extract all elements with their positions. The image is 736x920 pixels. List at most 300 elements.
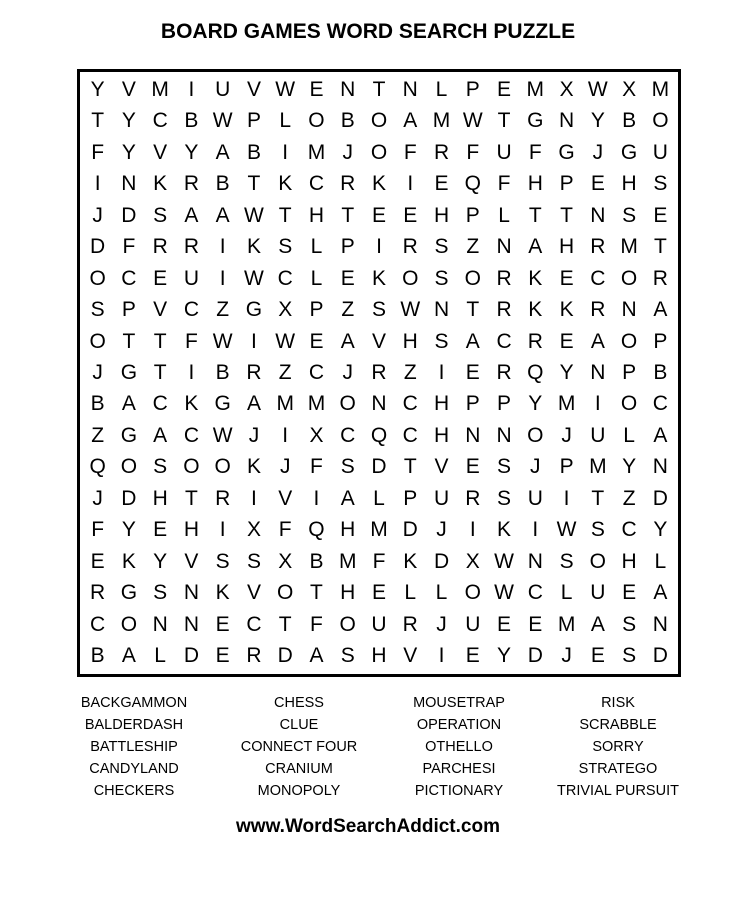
grid-cell: E — [559, 329, 574, 353]
grid-cell: M — [526, 77, 545, 101]
grid-cell: T — [528, 203, 542, 227]
grid-cell: T — [153, 329, 167, 353]
grid-cell: Z — [622, 486, 636, 510]
grid-cell: Q — [370, 423, 388, 447]
grid-cell: K — [153, 172, 168, 196]
word-list-item: STRATEGO — [578, 761, 658, 777]
grid-cell: I — [594, 392, 601, 416]
word-list-item: RISK — [601, 695, 635, 711]
grid-cell: S — [497, 455, 512, 479]
word-list-item: MOUSETRAP — [413, 695, 505, 711]
grid-cell: L — [623, 423, 635, 447]
grid-cell: T — [91, 109, 105, 133]
grid-cell: Y — [497, 644, 512, 668]
grid-cell: J — [342, 140, 353, 164]
grid-cell: A — [215, 203, 230, 227]
grid-cell: L — [404, 581, 417, 605]
grid-cell: B — [246, 140, 261, 164]
grid-cell: E — [559, 266, 574, 290]
grid-cell: F — [91, 518, 105, 542]
word-column — [49, 692, 219, 802]
grid-cell: X — [246, 518, 261, 542]
grid-cell: S — [622, 612, 637, 636]
grid-cell: S — [497, 486, 512, 510]
grid-cell: A — [340, 329, 355, 353]
grid-cell: T — [560, 203, 573, 227]
grid-cell: S — [246, 549, 261, 573]
grid-cell: E — [340, 266, 355, 290]
grid-cell: X — [622, 77, 637, 101]
grid-cell: S — [559, 549, 574, 573]
grid-cell: N — [496, 235, 512, 259]
grid-cell: T — [466, 298, 480, 322]
grid-cell: A — [653, 298, 668, 322]
grid-cell: J — [592, 140, 604, 164]
grid-cell: J — [279, 455, 291, 479]
grid-cell: P — [403, 486, 418, 510]
grid-cell: H — [402, 329, 418, 353]
grid-cell: I — [219, 266, 226, 290]
grid-cell: O — [214, 455, 231, 479]
grid-cell: N — [558, 109, 575, 133]
grid-cell: E — [215, 644, 230, 668]
grid-cell: K — [121, 549, 136, 573]
grid-cell: E — [215, 612, 230, 636]
grid-cell: Y — [559, 360, 574, 384]
grid-cell: F — [528, 140, 542, 164]
grid-cell: P — [465, 77, 480, 101]
grid-cell: X — [278, 298, 293, 322]
grid-cell: S — [371, 298, 386, 322]
grid-cell: F — [122, 235, 136, 259]
grid-cell: Y — [184, 140, 199, 164]
grid-cell: E — [371, 203, 386, 227]
grid-cell: R — [402, 235, 418, 259]
grid-cell: J — [248, 423, 260, 447]
grid-cell: I — [469, 518, 476, 542]
grid-cell: C — [402, 392, 418, 416]
grid-cell: N — [652, 612, 668, 636]
grid-cell: K — [528, 266, 543, 290]
grid-cell: K — [371, 266, 386, 290]
grid-cell: O — [620, 329, 638, 353]
grid-cell: M — [432, 109, 451, 133]
grid-cell: F — [278, 518, 292, 542]
grid-cell: K — [278, 172, 293, 196]
grid-cell: C — [183, 298, 199, 322]
grid-cell: Q — [89, 455, 106, 479]
grid-cell: G — [245, 298, 263, 322]
grid-cell: W — [556, 518, 577, 542]
grid-cell: E — [653, 203, 668, 227]
grid-cell: D — [433, 549, 450, 573]
grid-cell: O — [339, 612, 356, 636]
grid-cell: N — [465, 423, 481, 447]
grid-cell: R — [496, 298, 512, 322]
grid-cell: E — [371, 581, 386, 605]
grid-cell: O — [89, 266, 106, 290]
grid-cell: I — [438, 360, 445, 384]
word-list-item: SORRY — [592, 739, 644, 755]
grid-cell: G — [120, 360, 138, 384]
grid-cell: L — [560, 581, 573, 605]
grid-cell: K — [497, 518, 512, 542]
grid-cell: O — [652, 109, 669, 133]
grid-cell: E — [153, 266, 168, 290]
grid-cell: N — [496, 423, 512, 447]
grid-cell: N — [621, 298, 637, 322]
grid-cell: B — [184, 109, 199, 133]
word-list-item: TRIVIAL PURSUIT — [557, 783, 679, 799]
grid-cell: D — [371, 455, 387, 479]
grid-cell: O — [589, 549, 606, 573]
grid-cell: A — [465, 329, 480, 353]
grid-cell: U — [183, 266, 199, 290]
grid-cell: W — [462, 109, 483, 133]
grid-cell: C — [277, 266, 293, 290]
grid-cell: I — [282, 140, 289, 164]
grid-cell: N — [402, 77, 418, 101]
grid-cell: O — [527, 423, 544, 447]
grid-cell: H — [308, 203, 325, 227]
grid-cell: J — [530, 455, 541, 479]
grid-cell: F — [310, 455, 323, 479]
grid-cell: Y — [622, 455, 637, 479]
grid-cell: C — [496, 329, 512, 353]
grid-cell: N — [590, 360, 606, 384]
grid-cell: U — [590, 423, 606, 447]
grid-cell: P — [465, 392, 480, 416]
grid-cell: R — [527, 329, 543, 353]
grid-cell: F — [91, 140, 105, 164]
grid-cell: O — [308, 109, 325, 133]
grid-cell: A — [590, 612, 605, 636]
grid-cell: L — [498, 203, 510, 227]
word-list-item: CLUE — [279, 717, 319, 733]
grid-cell: H — [371, 644, 387, 668]
grid-cell: Z — [466, 235, 480, 259]
word-list-item: BATTLESHIP — [90, 739, 178, 755]
grid-cell: H — [340, 518, 356, 542]
grid-cell: G — [120, 581, 138, 605]
grid-cell: Z — [216, 298, 230, 322]
grid-cell: P — [559, 172, 574, 196]
grid-cell: H — [340, 581, 356, 605]
grid-cell: A — [184, 203, 199, 227]
word-list-item: CANDYLAND — [89, 761, 179, 777]
grid-cell: I — [94, 172, 101, 196]
grid-cell: C — [90, 612, 106, 636]
grid-cell: B — [215, 172, 230, 196]
grid-cell: W — [244, 203, 264, 227]
grid-cell: S — [434, 266, 449, 290]
grid-cell: L — [435, 77, 448, 101]
grid-cell: J — [92, 360, 103, 384]
grid-cell: R — [496, 360, 512, 384]
grid-cell: Z — [278, 360, 292, 384]
grid-cell: D — [652, 644, 668, 668]
grid-cell: V — [153, 298, 168, 322]
grid-cell: E — [497, 77, 512, 101]
grid-cell: A — [121, 644, 136, 668]
grid-cell: T — [122, 329, 136, 353]
grid-cell: M — [557, 612, 576, 636]
grid-cell: C — [246, 612, 262, 636]
grid-cell: A — [653, 581, 668, 605]
grid-cell: D — [652, 486, 668, 510]
grid-cell: B — [340, 109, 355, 133]
grid-cell: O — [370, 109, 388, 133]
word-column — [533, 692, 703, 802]
grid-cell: T — [403, 455, 417, 479]
grid-cell: J — [436, 518, 447, 542]
grid-cell: E — [153, 518, 168, 542]
grid-cell: R — [183, 172, 199, 196]
grid-cell: A — [528, 235, 543, 259]
grid-cell: N — [121, 172, 137, 196]
grid-cell: C — [527, 581, 543, 605]
grid-cell: H — [558, 235, 575, 259]
letter-grid — [77, 69, 681, 677]
grid-cell: O — [183, 455, 200, 479]
grid-cell: J — [342, 360, 353, 384]
grid-cell: T — [278, 612, 292, 636]
grid-cell: S — [153, 455, 168, 479]
grid-cell: P — [497, 392, 512, 416]
grid-cell: S — [434, 329, 449, 353]
word-list-item: MONOPOLY — [257, 783, 341, 799]
grid-cell: V — [121, 77, 136, 101]
grid-cell: W — [244, 266, 264, 290]
grid-cell: P — [121, 298, 136, 322]
grid-cell: K — [246, 235, 261, 259]
grid-cell: M — [338, 549, 357, 573]
grid-cell: G — [620, 140, 638, 164]
grid-cell: G — [558, 140, 575, 164]
grid-cell: C — [152, 392, 168, 416]
grid-cell: V — [403, 644, 418, 668]
grid-cell: G — [120, 423, 138, 447]
grid-cell: K — [215, 581, 230, 605]
grid-cell: N — [527, 549, 543, 573]
grid-cell: S — [278, 235, 293, 259]
grid-cell: R — [496, 266, 512, 290]
grid-cell: B — [90, 392, 105, 416]
grid-cell: A — [246, 392, 261, 416]
grid-cell: U — [590, 581, 606, 605]
grid-cell: I — [376, 235, 382, 259]
grid-cell: S — [153, 203, 168, 227]
grid-cell: C — [621, 518, 637, 542]
grid-cell: E — [309, 329, 324, 353]
word-list-item: CRANIUM — [265, 761, 333, 777]
grid-cell: X — [309, 423, 324, 447]
grid-cell: Y — [653, 518, 668, 542]
grid-cell: M — [589, 455, 607, 479]
grid-cell: Q — [308, 518, 325, 542]
grid-cell: P — [340, 235, 355, 259]
grid-cell: R — [183, 235, 199, 259]
grid-cell: M — [307, 392, 326, 416]
grid-cell: S — [434, 235, 449, 259]
grid-cell: B — [309, 549, 324, 573]
grid-cell: Y — [121, 518, 136, 542]
grid-cell: S — [153, 581, 168, 605]
grid-cell: R — [402, 612, 418, 636]
grid-cell: P — [559, 455, 574, 479]
grid-cell: H — [527, 172, 543, 196]
grid-cell: W — [275, 329, 296, 353]
grid-cell: C — [652, 392, 668, 416]
grid-cell: S — [590, 518, 605, 542]
grid-cell: J — [92, 486, 103, 510]
grid-cell: E — [497, 612, 512, 636]
grid-cell: W — [494, 549, 514, 573]
grid-cell: L — [310, 266, 323, 290]
grid-cell: V — [246, 581, 261, 605]
grid-cell: R — [433, 140, 450, 164]
grid-cell: T — [278, 203, 292, 227]
grid-cell: N — [371, 392, 387, 416]
grid-cell: O — [464, 581, 481, 605]
grid-cell: I — [219, 235, 226, 259]
grid-cell: N — [183, 612, 199, 636]
grid-cell: A — [215, 140, 230, 164]
grid-cell: A — [309, 644, 324, 668]
grid-cell: L — [373, 486, 385, 510]
word-column — [374, 692, 544, 802]
grid-cell: J — [436, 612, 447, 636]
grid-cell: O — [120, 612, 138, 636]
grid-cell: M — [151, 77, 169, 101]
grid-cell: I — [563, 486, 570, 510]
grid-cell: V — [153, 140, 168, 164]
grid-cell: B — [653, 360, 668, 384]
grid-cell: N — [433, 298, 450, 322]
grid-cell: E — [465, 360, 480, 384]
grid-cell: S — [215, 549, 230, 573]
grid-cell: E — [309, 77, 324, 101]
grid-cell: A — [153, 423, 168, 447]
grid-cell: I — [251, 329, 257, 353]
grid-cell: V — [434, 455, 449, 479]
grid-cell: K — [371, 172, 386, 196]
grid-cell: J — [561, 423, 572, 447]
grid-cell: A — [121, 392, 136, 416]
grid-cell: P — [653, 329, 668, 353]
word-list-item: OPERATION — [416, 717, 502, 733]
grid-cell: Y — [153, 549, 168, 573]
grid-cell: A — [403, 109, 418, 133]
grid-cell: E — [465, 455, 480, 479]
grid-cell: Q — [464, 172, 481, 196]
grid-cell: F — [372, 549, 386, 573]
grid-cell: H — [621, 172, 637, 196]
grid-cell: B — [90, 644, 105, 668]
grid-cell: H — [433, 203, 450, 227]
grid-cell: W — [400, 298, 421, 322]
grid-cell: H — [183, 518, 199, 542]
grid-cell: D — [402, 518, 418, 542]
grid-cell: V — [246, 77, 261, 101]
grid-cell: G — [527, 109, 544, 133]
grid-cell: E — [465, 644, 480, 668]
grid-cell: N — [652, 455, 668, 479]
grid-cell: H — [433, 423, 450, 447]
grid-cell: M — [307, 140, 326, 164]
grid-cell: U — [465, 612, 481, 636]
grid-cell: T — [653, 235, 667, 259]
grid-cell: W — [587, 77, 608, 101]
grid-cell: C — [308, 172, 325, 196]
grid-cell: O — [120, 455, 138, 479]
grid-cell: K — [184, 392, 199, 416]
grid-cell: Y — [528, 392, 543, 416]
grid-cell: O — [402, 266, 419, 290]
grid-cell: E — [403, 203, 418, 227]
grid-cell: T — [372, 77, 386, 101]
grid-cell: M — [557, 392, 576, 416]
grid-cell: I — [313, 486, 320, 510]
grid-cell: O — [620, 392, 638, 416]
word-column — [214, 692, 384, 802]
grid-cell: H — [433, 392, 450, 416]
grid-cell: D — [90, 235, 106, 259]
grid-cell: H — [152, 486, 168, 510]
grid-cell: O — [339, 392, 356, 416]
grid-cell: C — [402, 423, 418, 447]
grid-cell: F — [466, 140, 480, 164]
grid-cell: F — [497, 172, 511, 196]
grid-cell: O — [464, 266, 481, 290]
grid-cell: X — [278, 549, 293, 573]
grid-cell: A — [340, 486, 355, 510]
grid-cell: Y — [90, 77, 105, 101]
grid-cell: T — [341, 203, 355, 227]
grid-cell: F — [403, 140, 417, 164]
grid-cell: T — [591, 486, 605, 510]
grid-cell: K — [528, 298, 543, 322]
word-list-item: CONNECT FOUR — [240, 739, 358, 755]
grid-cell: R — [371, 360, 387, 384]
grid-cell: S — [340, 644, 355, 668]
word-list-item: OTHELLO — [425, 739, 493, 755]
grid-cell: T — [310, 581, 323, 605]
grid-cell: U — [527, 486, 543, 510]
grid-cell: E — [622, 581, 637, 605]
grid-cell: Z — [341, 298, 355, 322]
grid-cell: E — [528, 612, 543, 636]
grid-cell: R — [90, 581, 106, 605]
grid-cell: I — [188, 77, 195, 101]
grid-cell: L — [310, 235, 323, 259]
grid-cell: I — [219, 518, 226, 542]
grid-cell: U — [371, 612, 387, 636]
grid-cell: C — [121, 266, 137, 290]
grid-cell: Q — [527, 360, 544, 384]
grid-cell: S — [340, 455, 355, 479]
grid-cell: M — [651, 77, 670, 101]
word-list-item: CHESS — [274, 695, 324, 711]
word-list-item: BACKGAMMON — [80, 695, 188, 711]
grid-cell: R — [590, 298, 606, 322]
grid-cell: L — [654, 549, 667, 573]
word-list-item: SCRABBLE — [579, 717, 657, 733]
grid-cell: O — [89, 329, 106, 353]
grid-cell: I — [532, 518, 539, 542]
grid-cell: D — [277, 644, 293, 668]
grid-cell: K — [246, 455, 261, 479]
